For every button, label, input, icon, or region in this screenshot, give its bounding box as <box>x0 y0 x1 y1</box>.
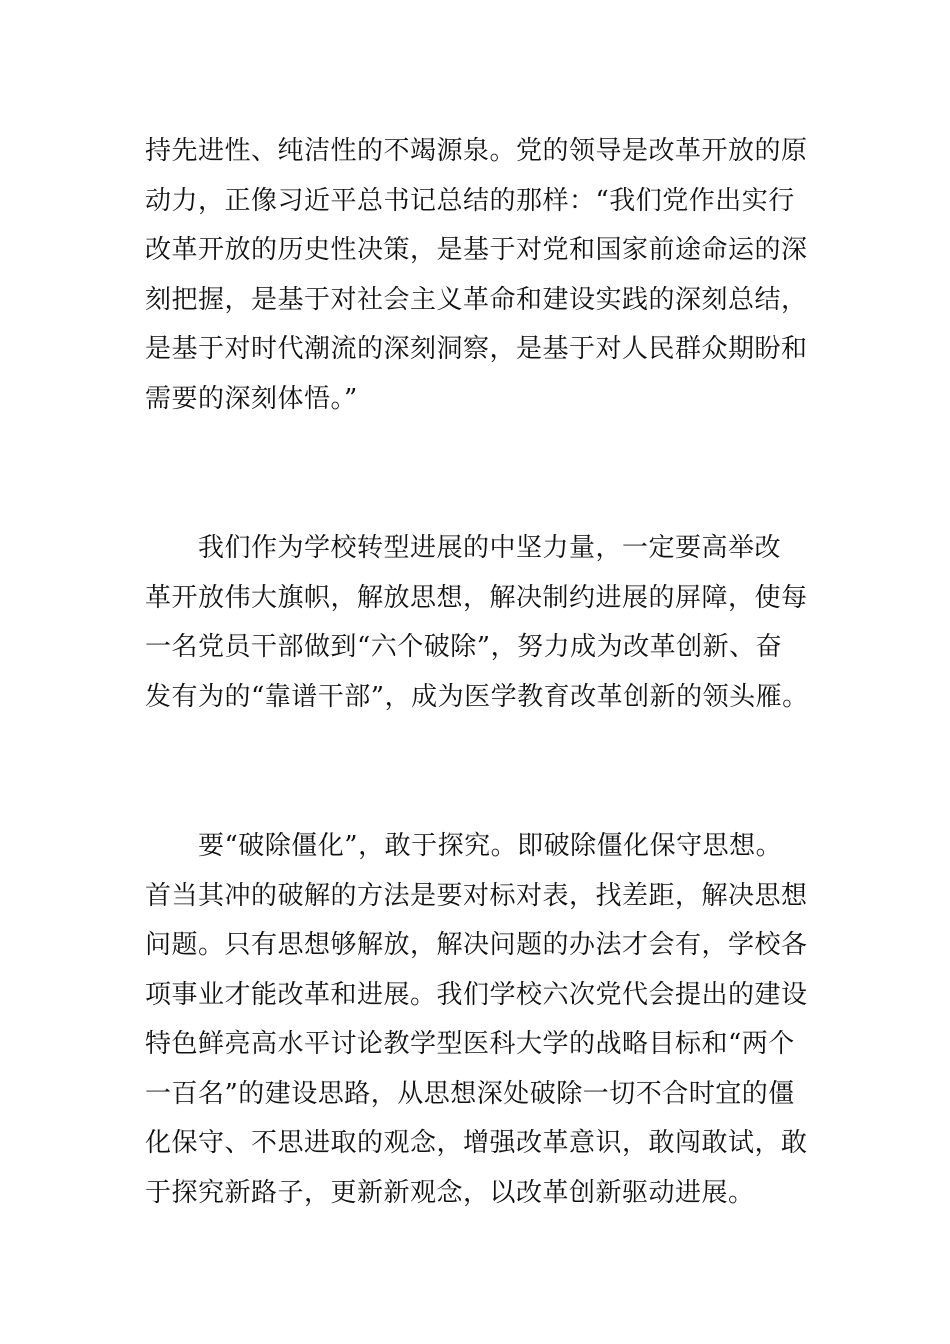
paragraph-3 <box>145 822 825 1218</box>
text-line: 改革开放的历史性决策，是基于对党和国家前途命运的深 <box>145 235 808 265</box>
paragraph-2 <box>145 524 825 722</box>
text-line: 化保守、不思进取的观念，增强改革意识，敢闯敢试，敢 <box>145 1128 808 1158</box>
text-line: 我们作为学校转型进展的中坚力量，一定要高举改 <box>145 533 782 563</box>
text-line: 是基于对时代潮流的深刻洞察，是基于对人民群众期盼和 <box>145 334 808 364</box>
text-line: 首当其冲的破解的方法是要对标对表，找差距，解决思想 <box>145 880 808 911</box>
text-line: 动力，正像习近平总书记总结的那样：“我们党作出实行 <box>145 185 795 216</box>
text-line: 需要的深刻体悟。” <box>145 383 358 414</box>
text-line: 革开放伟大旗帜，解放思想，解决制约进展的屏障，使每 <box>145 582 808 613</box>
text-line: 刻把握，是基于对社会主义革命和建设实践的深刻总结， <box>145 284 808 315</box>
paragraph-1 <box>145 127 825 424</box>
text-line: 问题。只有思想够解放，解决问题的办法才会有，学校各 <box>145 930 808 960</box>
text-line: 项事业才能改革和进展。我们学校六次党代会提出的建设 <box>145 979 808 1010</box>
text-line: 一百名”的建设思路，从思想深处破除一切不合时宜的僵 <box>145 1078 795 1109</box>
text-line: 要“破除僵化”，敢于探究。即破除僵化保守思想。 <box>145 831 783 861</box>
text-line: 发有为的“靠谱干部”，成为医学教育改革创新的领头雁。 <box>145 681 809 712</box>
text-line: 持先进性、纯洁性的不竭源泉。党的领导是改革开放的原 <box>145 136 808 166</box>
text-line: 于探究新路子，更新新观念，以改革创新驱动进展。 <box>145 1177 755 1208</box>
text-line: 一名党员干部做到“六个破除”，努力成为改革创新、奋 <box>145 632 783 662</box>
text-line: 特色鲜亮高水平讨论教学型医科大学的战略目标和“两个 <box>145 1029 795 1059</box>
